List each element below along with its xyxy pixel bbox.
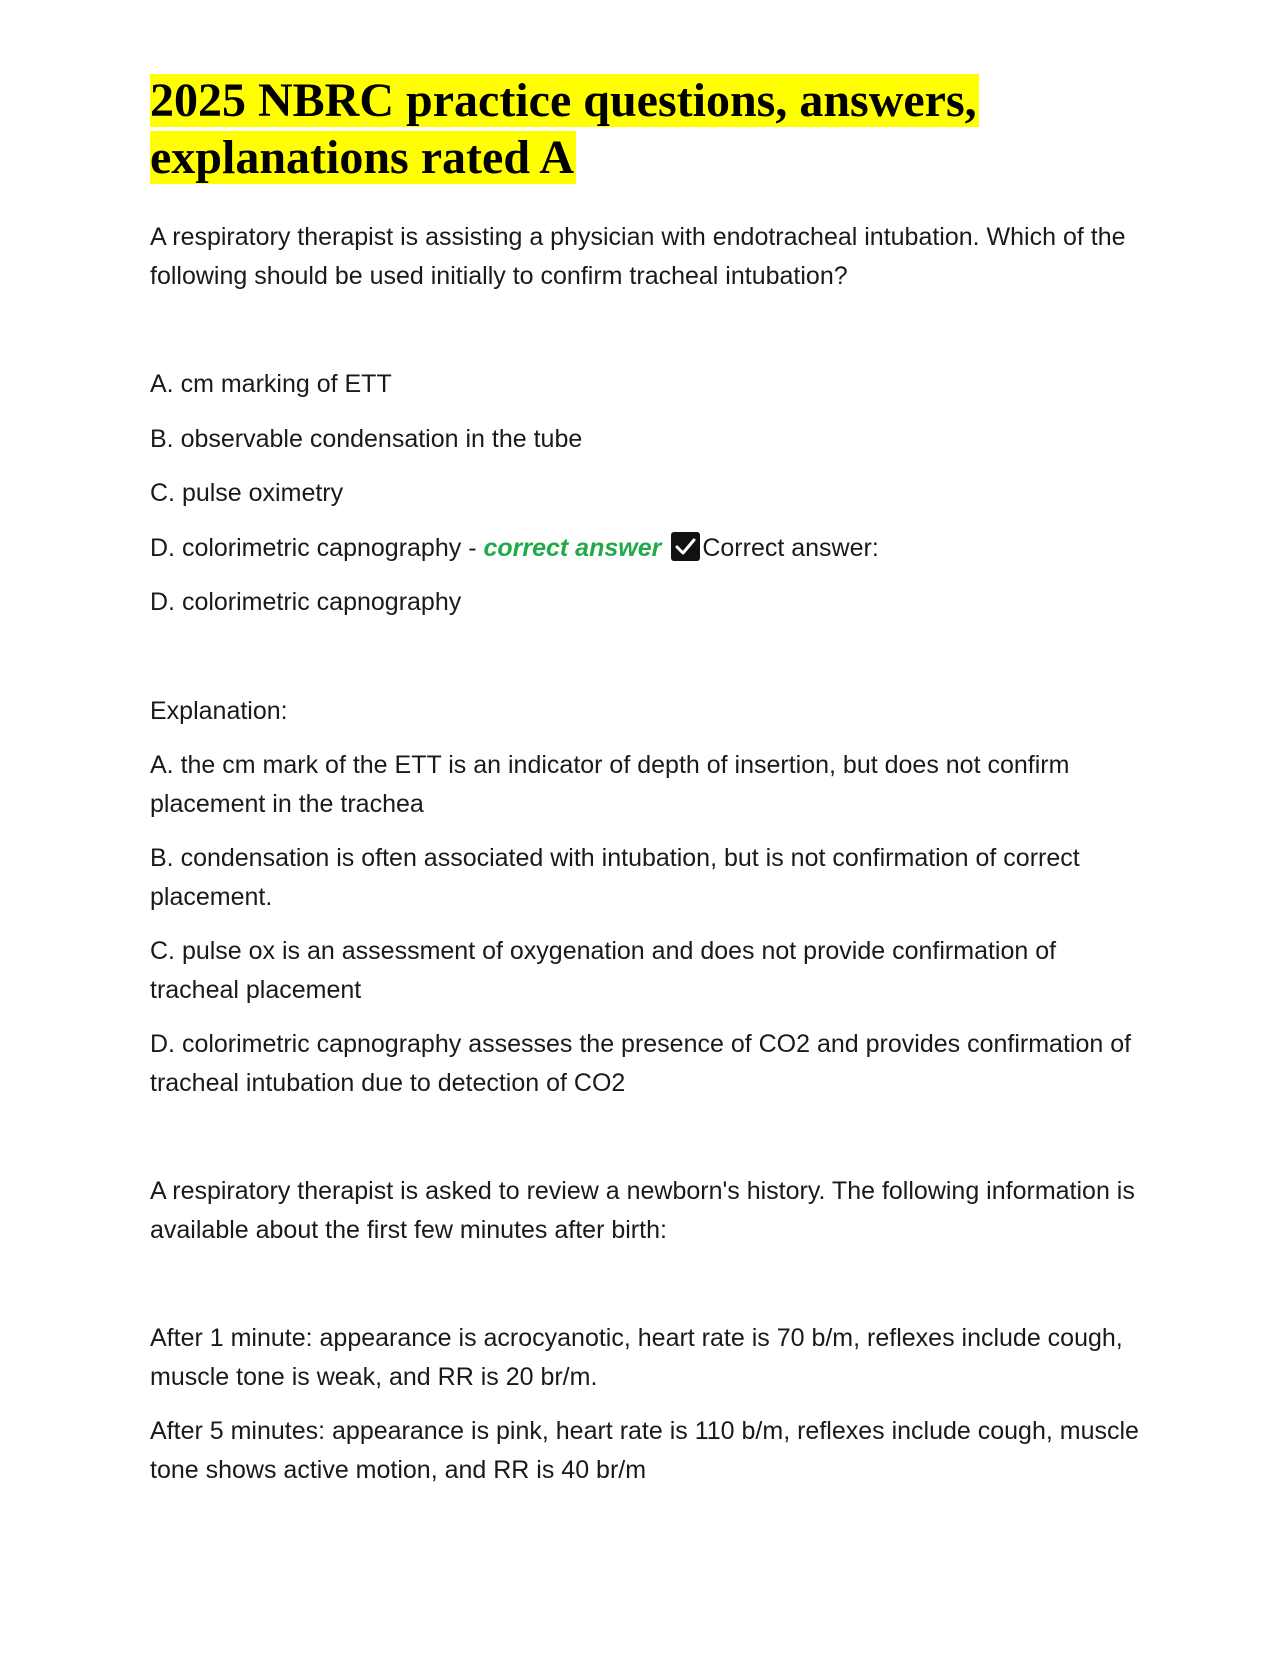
correct-answer-label: Correct answer: (702, 533, 879, 562)
explanation-c: C. pulse ox is an assessment of oxygenation and does not provide confirmation of tracheal placement (150, 937, 1057, 1004)
option-d (150, 529, 1150, 568)
minute-1-findings: After 1 minute: appearance is acrocyanotic, heart rate is 70 b/m, reflexes include cough, muscle tone is weak, and RR is 20 br/m. (150, 1324, 1123, 1391)
explanation-heading: Explanation: (150, 696, 288, 725)
question-2-stem: A respiratory therapist is asked to review a newborn's history. The following information is available about the first few minutes after birth: (150, 1177, 1135, 1244)
option-c: C. pulse oximetry (150, 479, 344, 507)
correct-answer-line: D. colorimetric capnography (150, 588, 462, 616)
correct-answer-tag: correct answer (483, 533, 662, 562)
option-d-text: D. colorimetric capnography - (150, 533, 484, 562)
title-highlight: 2025 NBRC practice questions, answers, explanations rated A (150, 74, 977, 184)
option-a: A. cm marking of ETT (150, 370, 392, 398)
explanation-d: D. colorimetric capnography assesses the presence of CO2 and provides confirmation of tracheal intubation due to detection of CO2 (150, 1030, 1132, 1097)
option-b: B. observable condensation in the tube (150, 424, 583, 453)
page-title (150, 72, 1150, 186)
explanation-b: B. condensation is often associated with intubation, but is not confirmation of correct placement. (150, 844, 1080, 911)
check-mark-icon (671, 532, 700, 561)
minute-5-findings: After 5 minutes: appearance is pink, heart rate is 110 b/m, reflexes include cough, muscle tone shows active motion, and RR is 40 br/m (150, 1417, 1139, 1484)
document-page (150, 72, 1150, 1489)
question-1-stem: A respiratory therapist is assisting a physician with endotracheal intubation. Which of the following should be used initially to confirm tracheal intubation? (150, 223, 1126, 290)
explanation-a: A. the cm mark of the ETT is an indicator of depth of insertion, but does not confirm placement in the trachea (150, 751, 1070, 818)
